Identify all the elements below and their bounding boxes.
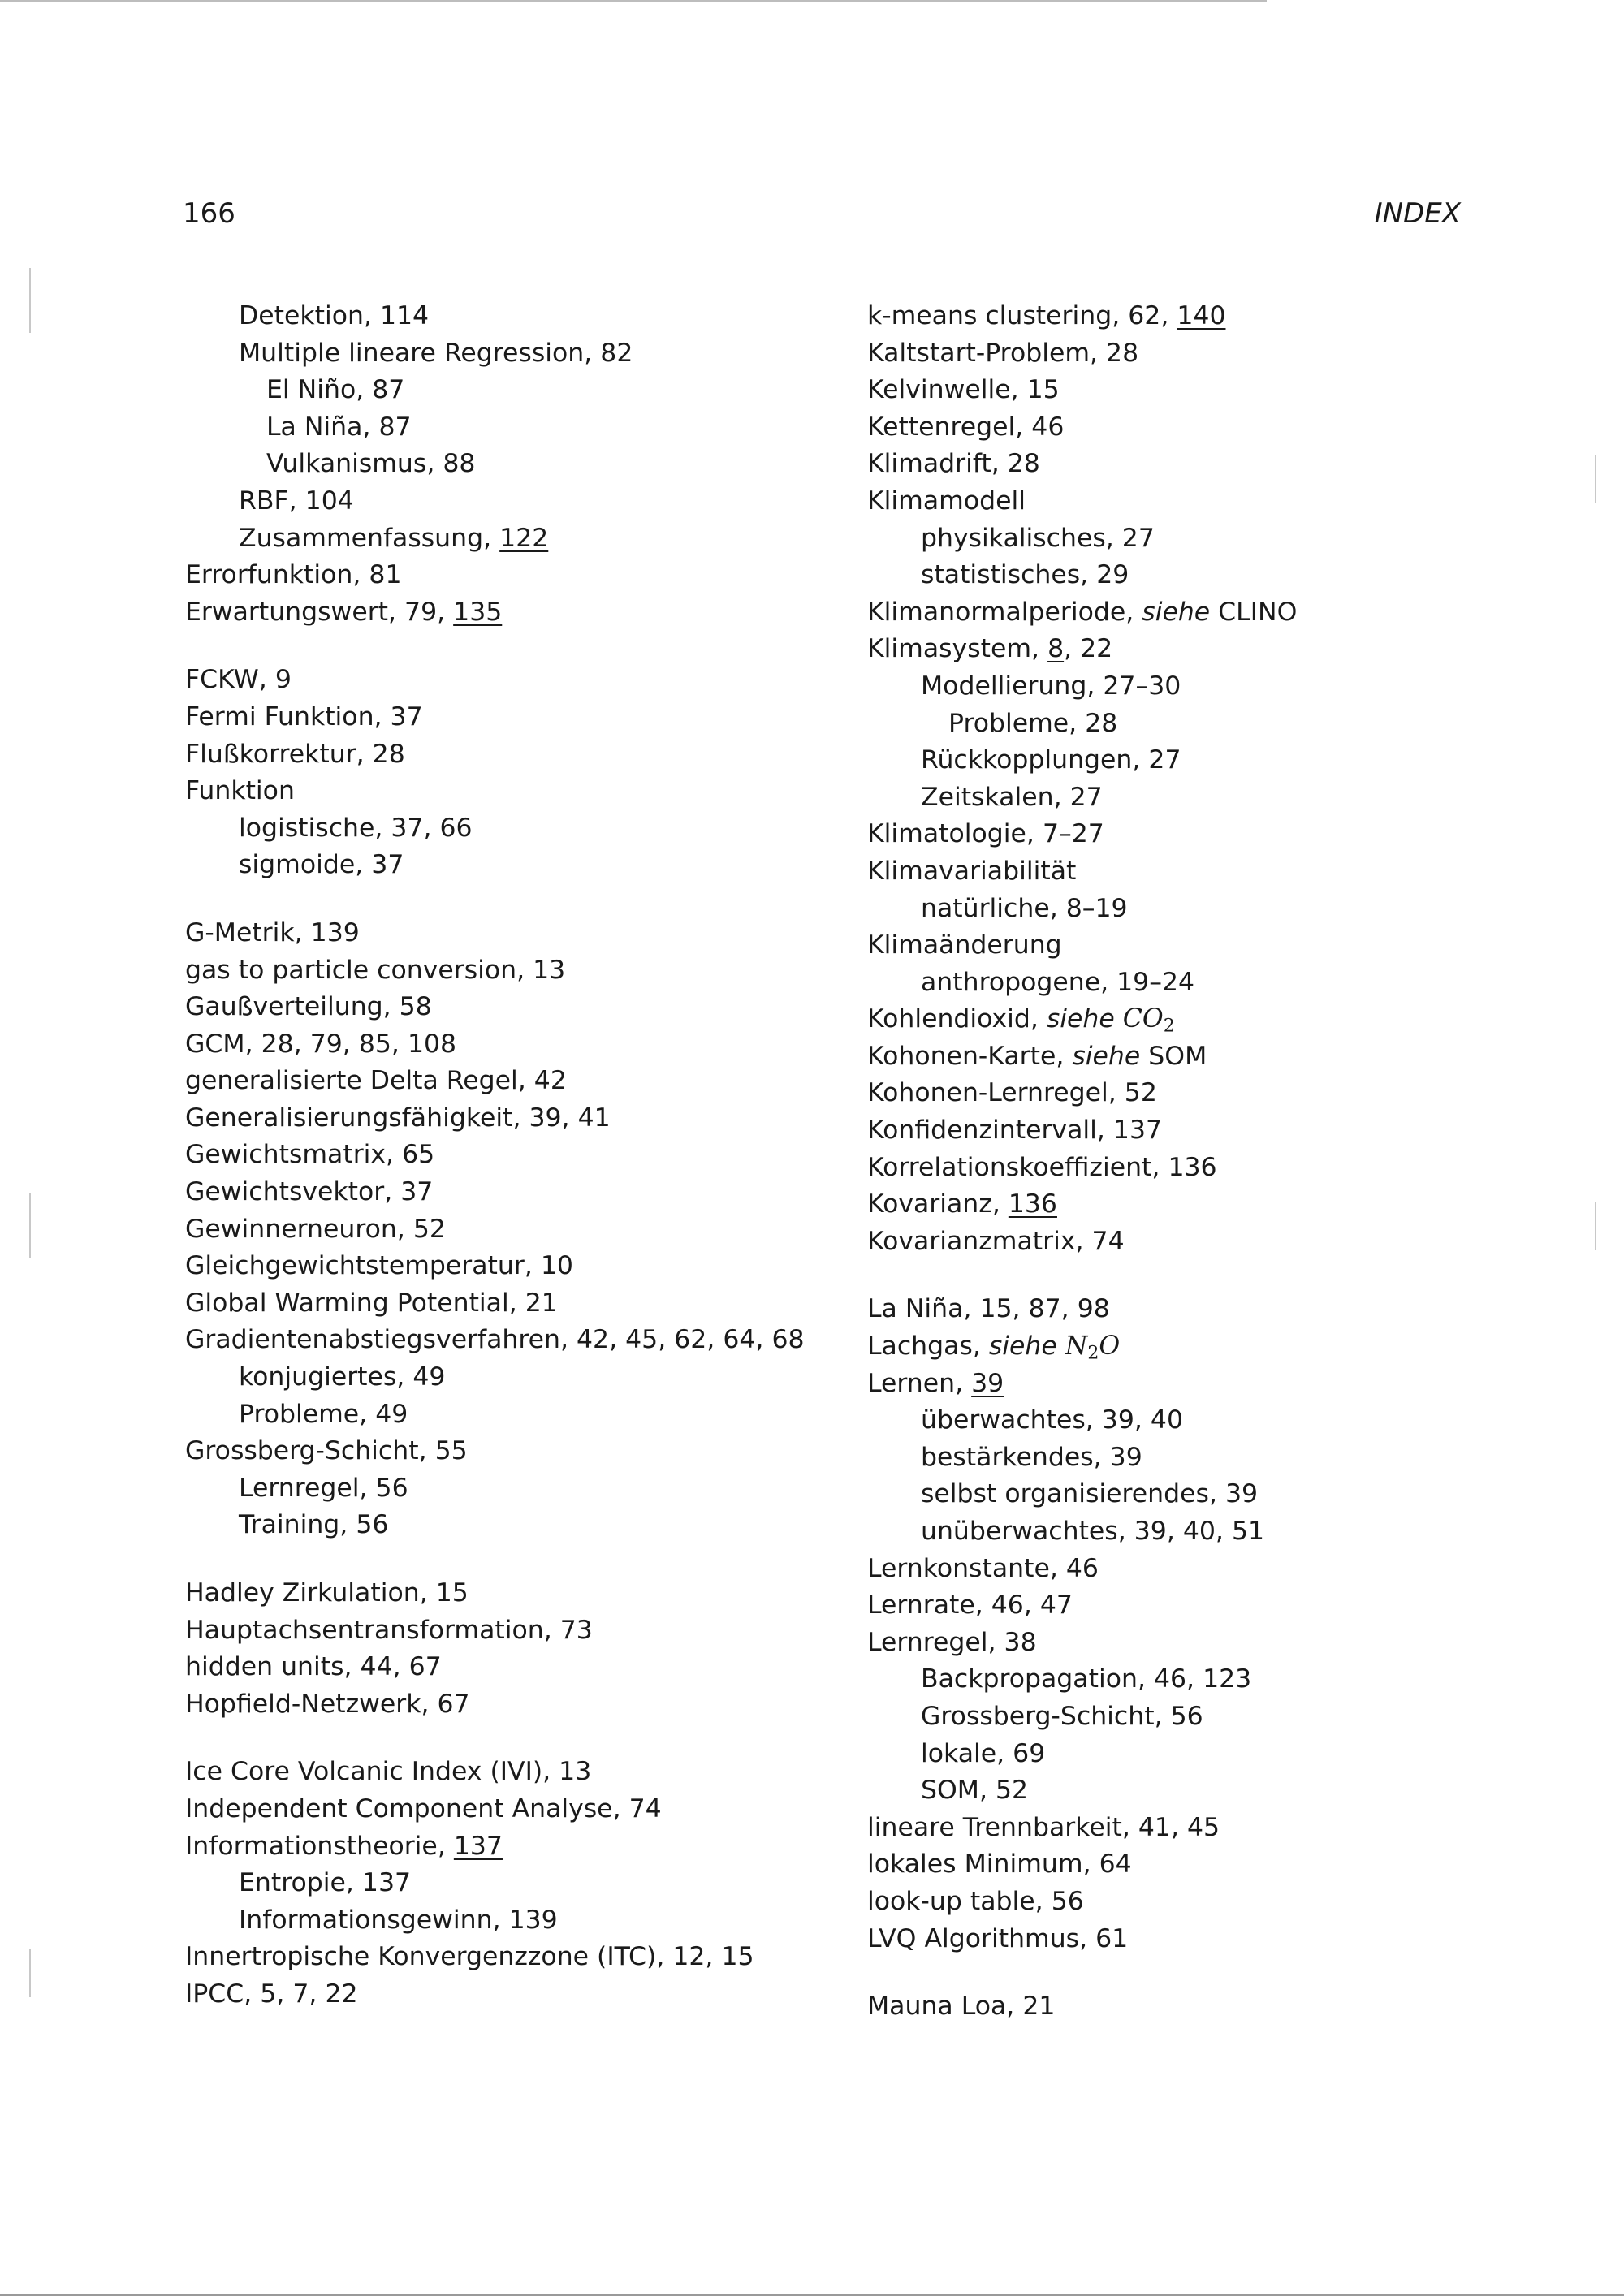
index-pages: ,: [1030, 1004, 1047, 1034]
index-pages: , 139: [294, 917, 360, 947]
index-term: k-means clustering: [867, 301, 1112, 330]
index-letter-gap: [185, 884, 851, 915]
running-title: INDEX: [1374, 197, 1461, 230]
index-term: generalisierte Delta Regel: [185, 1066, 518, 1096]
index-pages: , 28, 79, 85, 108: [244, 1029, 457, 1059]
index-pages: , 52: [1108, 1078, 1157, 1108]
index-pages: , 27: [1053, 782, 1103, 812]
index-pages: , 81: [352, 560, 402, 590]
index-primary-page: 39: [971, 1368, 1004, 1398]
index-pages: , 28: [356, 739, 405, 769]
index-term: anthropogene: [921, 967, 1101, 997]
index-see-reference: siehe: [988, 1331, 1057, 1362]
index-pages: , 67: [421, 1689, 470, 1719]
index-term: statistisches: [921, 560, 1081, 590]
index-entry: [867, 1772, 1582, 1810]
index-pages: , 15: [1010, 375, 1060, 405]
index-entry: [867, 1921, 1582, 1958]
index-term: Innertropische Konvergenzzone (ITC): [185, 1942, 657, 1972]
index-entry: [867, 520, 1582, 558]
index-entry: [185, 989, 851, 1026]
index-term: Entropie: [239, 1868, 346, 1898]
index-term: GCM: [185, 1029, 245, 1059]
index-term: Backpropagation: [921, 1664, 1138, 1694]
index-entry: [867, 1587, 1582, 1625]
index-term: Kelvinwelle: [867, 375, 1011, 405]
index-entry: [185, 1865, 851, 1902]
index-pages: , 74: [612, 1793, 662, 1823]
scan-margin-mark: [1595, 1202, 1596, 1250]
index-entry: [867, 409, 1582, 447]
index-pages: ,: [955, 1368, 972, 1398]
index-formula: [1122, 1004, 1175, 1037]
page-number: 166: [183, 197, 235, 230]
index-see-reference: siehe: [1142, 597, 1211, 627]
index-term: physikalisches: [921, 523, 1106, 553]
index-entry: [867, 1075, 1582, 1112]
index-entry: [185, 1211, 851, 1249]
index-entry: [185, 662, 851, 699]
index-entry: [867, 1736, 1582, 1773]
index-term: Gewinnerneuron: [185, 1214, 397, 1244]
index-pages: , 139: [492, 1905, 558, 1935]
index-letter-gap: [867, 1260, 1582, 1291]
index-letter-gap: [867, 1957, 1582, 1988]
index-term: Lernen: [867, 1368, 956, 1398]
index-entry: [185, 1396, 851, 1434]
index-term: logistische: [239, 813, 375, 843]
index-term: RBF: [239, 486, 289, 516]
index-term: Kovarianzmatrix: [867, 1226, 1076, 1256]
index-pages: , 104: [288, 486, 354, 516]
index-term: Mauna Loa: [867, 1992, 1007, 2022]
index-pages: , 13: [516, 955, 566, 985]
index-term: Gradientenabstiegsverfahren: [185, 1325, 560, 1355]
index-pages: ,: [1031, 634, 1048, 664]
index-entry: [185, 1976, 851, 2013]
index-pages: , 56: [1034, 1886, 1084, 1916]
index-entry: [185, 1285, 851, 1323]
index-term: Lachgas: [867, 1331, 973, 1362]
index-term: unüberwachtes: [921, 1517, 1118, 1546]
index-term: Hopfield-Netzwerk: [185, 1689, 421, 1719]
index-column-left: [185, 298, 851, 2013]
index-entry: [867, 1186, 1582, 1224]
index-entry: [185, 1470, 851, 1508]
index-pages: , 87: [356, 375, 405, 405]
index-term: Gewichtsvektor: [185, 1177, 385, 1207]
index-entry: [185, 1100, 851, 1137]
index-pages: , 62,: [1112, 301, 1177, 330]
index-pages: , 52: [396, 1214, 446, 1244]
index-term: Informationsgewinn: [239, 1905, 493, 1935]
index-entry: [867, 1476, 1582, 1513]
index-pages: , 87: [362, 412, 412, 442]
index-entry: [867, 1661, 1582, 1698]
index-term: natürliche: [921, 893, 1050, 923]
index-pages: , 5, 7, 22: [244, 1979, 358, 2009]
index-term: Gaußverteilung: [185, 992, 383, 1022]
index-pages: , 46, 123: [1137, 1664, 1252, 1694]
index-pages: , 56: [359, 1473, 408, 1503]
formula-symbol: CO: [1122, 1004, 1164, 1034]
index-pages: , 15, 87, 98: [963, 1294, 1110, 1324]
index-entry: [867, 1112, 1582, 1150]
index-term: überwachtes: [921, 1405, 1086, 1435]
index-pages: , 41, 45: [1121, 1812, 1220, 1842]
index-pages: , 39, 40, 51: [1117, 1517, 1265, 1546]
index-pages: , 65: [386, 1140, 435, 1170]
index-pages: , 56: [339, 1510, 389, 1540]
scan-margin-mark: [29, 1193, 31, 1258]
index-pages: , 42: [517, 1066, 567, 1096]
index-pages: , 114: [363, 301, 430, 330]
index-entry: [867, 965, 1582, 1002]
index-entry: [185, 483, 851, 520]
index-pages: , 28: [1069, 708, 1118, 738]
index-term: sigmoide: [239, 850, 356, 880]
index-term: look-up table: [867, 1886, 1035, 1916]
index-formula: [1065, 1331, 1121, 1364]
index-term: Lernrate: [867, 1590, 975, 1621]
index-entry: [867, 1150, 1582, 1187]
index-pages: , 9: [258, 665, 292, 695]
index-term: Klimanormalperiode: [867, 597, 1126, 627]
index-term: Fermi Funktion: [185, 701, 374, 732]
index-entry: [867, 446, 1582, 483]
index-term: Erwartungswert: [185, 597, 389, 627]
index-term: Flußkorrektur: [185, 739, 356, 769]
index-term: LVQ Algorithmus: [867, 1923, 1080, 1953]
index-term: bestärkendes: [921, 1442, 1094, 1472]
index-term: Informationstheorie: [185, 1831, 438, 1861]
index-primary-page: 140: [1177, 301, 1226, 330]
index-entry: [867, 1038, 1582, 1076]
index-primary-page: 137: [453, 1831, 503, 1861]
index-entry: [185, 335, 851, 373]
index-term: Multiple lineare Regression: [239, 338, 585, 368]
index-entry: [867, 1884, 1582, 1921]
index-pages: , 12, 15: [656, 1942, 754, 1972]
index-term: Lernregel: [867, 1627, 988, 1657]
index-term: Kettenregel: [867, 412, 1016, 442]
index-entry: [867, 1810, 1582, 1847]
index-entry: [867, 1366, 1582, 1403]
index-entry: [867, 1625, 1582, 1662]
index-pages: ,: [1056, 1041, 1073, 1071]
index-term: Training: [239, 1510, 340, 1540]
index-primary-page: 135: [453, 597, 503, 627]
index-entry: [867, 1224, 1582, 1261]
index-pages: , 29: [1080, 560, 1129, 590]
index-term: gas to particle conversion: [185, 955, 517, 985]
index-pages: , 28: [991, 449, 1040, 479]
index-term: Generalisierungsfähigkeit: [185, 1103, 513, 1133]
index-entry: [867, 1291, 1582, 1328]
index-term: Probleme: [239, 1399, 360, 1429]
index-primary-page: 122: [499, 523, 549, 553]
index-entry: [185, 594, 851, 632]
index-entry: [185, 1174, 851, 1211]
index-letter-gap: [185, 1544, 851, 1575]
index-pages: , 37: [384, 1177, 434, 1207]
index-entry: [185, 1939, 851, 1976]
index-pages: , 39: [1093, 1442, 1142, 1472]
index-term: hidden units: [185, 1652, 344, 1682]
index-term: Hauptachsentransformation: [185, 1615, 544, 1645]
formula-subscript: 2: [1163, 1016, 1175, 1037]
index-pages: , 15: [419, 1578, 469, 1608]
index-term: La Niña: [867, 1294, 964, 1324]
index-term: Klimavariabilität: [867, 856, 1077, 886]
index-term: Funktion: [185, 776, 295, 806]
index-primary-page: 136: [1008, 1189, 1057, 1219]
index-pages: , 37, 66: [374, 813, 473, 843]
index-term: Errorfunktion: [185, 560, 353, 590]
index-term: Modellierung: [921, 671, 1087, 701]
index-term: Klimasystem: [867, 634, 1032, 664]
index-term: Kaltstart-Problem: [867, 338, 1091, 368]
index-see-reference: siehe: [1072, 1041, 1141, 1071]
formula-symbol: N: [1065, 1331, 1088, 1362]
index-pages: , 74: [1075, 1226, 1125, 1256]
index-entry: [185, 1902, 851, 1940]
index-term: Probleme: [948, 708, 1069, 738]
index-pages: , 82: [584, 338, 633, 368]
index-pages: , 137: [345, 1868, 412, 1898]
index-pages: , 21: [1006, 1992, 1056, 2022]
index-entry: [185, 1649, 851, 1686]
index-entry: [185, 1137, 851, 1174]
index-entry: [185, 1828, 851, 1866]
index-pages: , 137: [1096, 1116, 1163, 1146]
index-term: Kovarianz: [867, 1189, 992, 1219]
index-see-reference: siehe: [1046, 1004, 1115, 1034]
index-pages: , 39, 41: [512, 1103, 611, 1133]
scan-margin-mark: [29, 1949, 31, 1997]
index-term: Kohonen-Karte: [867, 1041, 1056, 1071]
index-entry: [185, 557, 851, 594]
index-term: lokales Minimum: [867, 1849, 1083, 1880]
index-pages: ,: [483, 523, 500, 553]
index-entry: [185, 1791, 851, 1828]
index-pages: , 42, 45, 62, 64, 68: [559, 1325, 805, 1355]
index-pages: , 39, 40: [1085, 1405, 1183, 1435]
index-entry: [867, 1001, 1582, 1038]
index-pages: , 44, 67: [343, 1652, 442, 1682]
index-term: SOM: [921, 1776, 979, 1806]
index-pages: , 73: [543, 1615, 593, 1645]
index-pages: , 55: [418, 1436, 468, 1466]
index-pages: , 38: [987, 1627, 1037, 1657]
index-pages: , 7–27: [1026, 819, 1104, 849]
index-term: Vulkanismus: [266, 449, 427, 479]
index-entry: [867, 372, 1582, 409]
index-entry: [867, 1988, 1582, 2026]
index-entry: [867, 853, 1582, 891]
formula-symbol: O: [1099, 1331, 1121, 1362]
index-entry: [185, 1322, 851, 1359]
index-column-right: [867, 298, 1582, 2026]
index-entry: [867, 779, 1582, 817]
index-entry: [185, 298, 851, 335]
index-pages: , 37: [374, 701, 423, 732]
index-pages: , 13: [542, 1757, 592, 1787]
index-entry: [867, 816, 1582, 853]
index-entry: [867, 1439, 1582, 1477]
index-pages: , 10: [524, 1251, 573, 1281]
index-entry: [185, 915, 851, 952]
index-term: Gewichtsmatrix: [185, 1140, 387, 1170]
index-term: konjugiertes: [239, 1362, 397, 1392]
index-pages: ,: [1125, 597, 1142, 627]
index-pages: , 52: [978, 1776, 1029, 1806]
scan-margin-mark: [29, 268, 31, 333]
index-pages: , 79,: [388, 597, 454, 627]
index-term: Zusammenfassung: [239, 523, 484, 553]
index-pages: , 61: [1079, 1923, 1129, 1953]
index-entry: [185, 1248, 851, 1285]
index-entry: [185, 773, 851, 810]
index-term: Lernregel: [239, 1473, 360, 1503]
index-entry: [867, 1698, 1582, 1736]
index-entry: [185, 1063, 851, 1100]
index-term: Grossberg-Schicht: [921, 1701, 1155, 1731]
index-pages: , 49: [396, 1362, 446, 1392]
index-term: Rückkopplungen: [921, 745, 1133, 775]
index-term: lineare Trennbarkeit: [867, 1812, 1122, 1842]
index-primary-page: 8: [1047, 634, 1065, 664]
index-term: Klimaänderung: [867, 930, 1062, 960]
index-letter-gap: [185, 1723, 851, 1754]
index-pages: , 46: [1015, 412, 1065, 442]
index-entry: [867, 1328, 1582, 1366]
index-term: IPCC: [185, 1979, 244, 2009]
index-pages: , 27: [1132, 745, 1181, 775]
index-pages: , 8–19: [1049, 893, 1128, 923]
index-term: Hadley Zirkulation: [185, 1578, 420, 1608]
top-scan-edge: [0, 0, 1267, 2]
index-pages: , 46: [1049, 1553, 1099, 1583]
index-term: La Niña: [266, 412, 363, 442]
index-pages: , 69: [996, 1738, 1046, 1768]
index-entry: [867, 557, 1582, 594]
index-term: G-Metrik: [185, 917, 295, 947]
index-entry: [185, 372, 851, 409]
index-term: Lernkonstante: [867, 1553, 1050, 1583]
index-pages: , 49: [359, 1399, 408, 1429]
index-term: Grossberg-Schicht: [185, 1436, 419, 1466]
index-entry: [867, 335, 1582, 373]
index-term: Detektion: [239, 301, 364, 330]
index-entry: [185, 520, 851, 558]
index-entry: [185, 1433, 851, 1470]
index-term: Kohlendioxid: [867, 1004, 1030, 1034]
index-pages: ,: [991, 1189, 1009, 1219]
index-entry: [867, 706, 1582, 743]
index-entry: [185, 1686, 851, 1724]
index-pages: ,: [972, 1331, 989, 1362]
index-term: Independent Component Analyse: [185, 1793, 613, 1823]
index-entry: [185, 1359, 851, 1396]
index-term: Kohonen-Lernregel: [867, 1078, 1108, 1108]
index-entry: [185, 810, 851, 848]
index-entry: [185, 847, 851, 884]
index-entry: [867, 1513, 1582, 1551]
index-term: El Niño: [266, 375, 356, 405]
index-letter-gap: [185, 631, 851, 662]
index-term: Gleichgewichtstemperatur: [185, 1251, 525, 1281]
index-term: Ice Core Volcanic Index (IVI): [185, 1757, 543, 1787]
index-entry: [185, 446, 851, 483]
index-entry: [867, 483, 1582, 520]
index-entry: [185, 1026, 851, 1064]
index-pages: ,: [437, 1831, 454, 1861]
index-pages: , 28: [1090, 338, 1139, 368]
index-entry: [867, 1402, 1582, 1439]
index-term: Konfidenzintervall: [867, 1116, 1097, 1146]
index-term: FCKW: [185, 665, 259, 695]
index-pages: , 27–30: [1086, 671, 1181, 701]
formula-subscript: 2: [1087, 1343, 1099, 1364]
index-entry: [867, 631, 1582, 668]
index-entry: [185, 952, 851, 990]
index-entry: [867, 891, 1582, 928]
index-entry: [185, 699, 851, 736]
index-pages: , 136: [1151, 1152, 1217, 1182]
index-see-target: SOM: [1140, 1041, 1207, 1071]
index-entry: [867, 594, 1582, 632]
index-entry: [867, 668, 1582, 706]
index-pages: , 64: [1082, 1849, 1132, 1880]
index-pages: , 19–24: [1100, 967, 1195, 997]
index-pages: , 56: [1154, 1701, 1203, 1731]
index-term: Klimadrift: [867, 449, 991, 479]
index-term: Global Warming Potential: [185, 1288, 509, 1318]
index-entry: [185, 409, 851, 447]
index-pages: , 21: [508, 1288, 558, 1318]
index-term: Klimamodell: [867, 486, 1026, 516]
index-entry: [185, 1612, 851, 1650]
index-entry: [867, 1846, 1582, 1884]
index-entry: [867, 298, 1582, 335]
index-entry: [867, 927, 1582, 965]
index-entry: [185, 1507, 851, 1544]
index-entry: [185, 736, 851, 774]
index-pages: , 58: [382, 992, 432, 1022]
index-term: Korrelationskoeffizient: [867, 1152, 1152, 1182]
index-term: Klimatologie: [867, 819, 1026, 849]
index-pages: , 39: [1208, 1479, 1259, 1509]
index-see-target: CLINO: [1210, 597, 1298, 627]
index-term: Zeitskalen: [921, 782, 1054, 812]
index-term: selbst organisierendes: [921, 1479, 1209, 1509]
index-term: lokale: [921, 1738, 997, 1768]
index-pages-after: , 22: [1064, 634, 1113, 664]
index-pages: , 46, 47: [974, 1590, 1073, 1621]
index-pages: , 37: [355, 850, 404, 880]
index-entry: [867, 742, 1582, 779]
index-entry: [867, 1551, 1582, 1588]
scan-margin-mark: [1595, 455, 1596, 503]
index-pages: , 88: [426, 449, 476, 479]
index-entry: [185, 1754, 851, 1791]
index-entry: [185, 1575, 851, 1612]
index-pages: , 27: [1105, 523, 1155, 553]
